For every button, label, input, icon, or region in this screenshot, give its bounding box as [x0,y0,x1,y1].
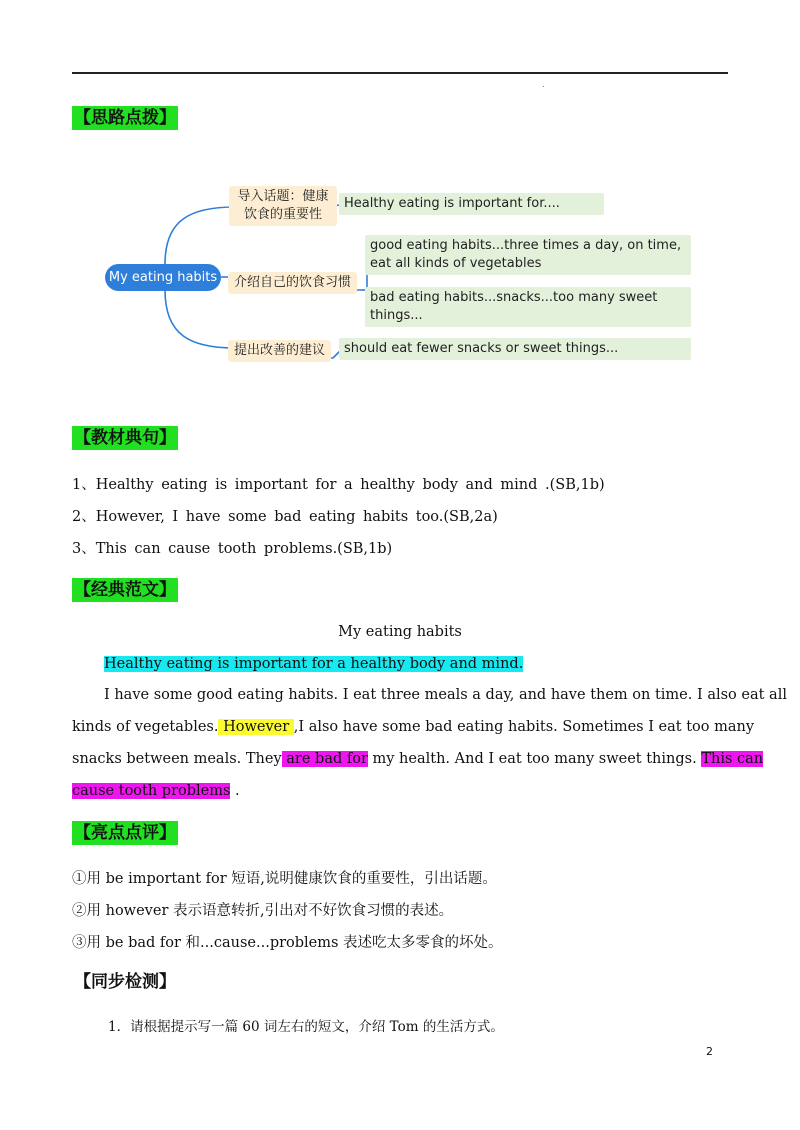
mindmap-branch-habits: 介绍自己的饮食习惯 [228,272,357,294]
essay-line-1 [104,654,523,674]
section-heading-highlights: 【亮点点评】 [74,823,176,843]
leaf-bad-line1: bad eating habits...snacks...too many sweet [370,290,658,305]
essay-line-5 [72,781,240,801]
essay-title: My eating habits [338,624,462,640]
essay-line-3-start: kinds of vegetables. [72,719,219,735]
section-heading-model-essay: 【经典范文】 [74,580,176,600]
highlight-this-can: This can [701,751,764,767]
header-dot: . [542,80,545,89]
essay-line-5-end: . [230,783,240,799]
page-number: 2 [706,1045,713,1058]
essay-line-2: I have some good eating habits. I eat three meals a day, and have them on time. I also eat all [104,687,787,703]
highlight-however: However [218,719,294,735]
leaf-good-line2: eat all kinds of vegetables [370,256,542,271]
mindmap-leaf-good-habits [365,235,691,275]
highlight-bad-for: are bad for [281,751,368,767]
textbook-sentence-1: 1、Healthy eating is important for a healthy body and mind .(SB,1b) [72,477,605,493]
textbook-sentence-3: 3、This can cause tooth problems.(SB,1b) [72,541,393,557]
mindmap-leaf-bad-habits [365,287,691,327]
mindmap-branch-intro [229,186,337,226]
leaf-good-line1: good eating habits...three times a day, on time, [370,238,682,253]
exercise-question-1: 1．请根据提示写一篇 60 词左右的短文，介绍 Tom 的生活方式。 [108,1019,504,1035]
highlight-note-1: ①用 be important for 短语,说明健康饮食的重要性，引出话题。 [72,871,497,887]
mindmap-branch-advice: 提出改善的建议 [228,340,331,362]
mindmap-leaf-advice: should eat fewer snacks or sweet things... [339,338,691,360]
connector-branch-1 [165,207,235,264]
connector-branch-3 [165,290,235,348]
header-rule [72,72,728,74]
essay-line-3-end: ,I also have some bad eating habits. Sometimes I eat too many [293,719,755,735]
mindmap-leaf-importance: Healthy eating is important for.... [339,193,604,215]
highlight-note-3: ③用 be bad for 和...cause...problems 表述吃太多零食的坏处。 [72,935,503,951]
highlight-topic-sentence: Healthy eating is important for a healthy body and mind. [104,656,524,672]
section-heading-textbook: 【教材典句】 [74,428,176,448]
textbook-sentence-2: 2、However, I have some bad eating habits too.(SB,2a) [72,509,498,525]
branch-intro-line2: 饮食的重要性 [243,207,322,222]
highlight-cause-problems: cause tooth problems [72,783,231,799]
essay-line-4-middle: my health. And I eat too many sweet things. [367,751,702,767]
essay-line-3 [72,717,754,737]
leaf-bad-line2: things... [370,308,423,323]
branch-intro-line1: 导入话题：健康 [237,189,329,204]
highlight-note-2: ②用 however 表示语意转折,引出对不好饮食习惯的表述。 [72,903,454,919]
mindmap-root: My eating habits [105,264,221,291]
section-heading-approach: 【思路点拨】 [74,108,176,128]
essay-line-4 [72,749,763,769]
section-heading-practice: 【同步检测】 [74,972,176,992]
essay-line-4-start: snacks between meals. They [72,751,282,767]
